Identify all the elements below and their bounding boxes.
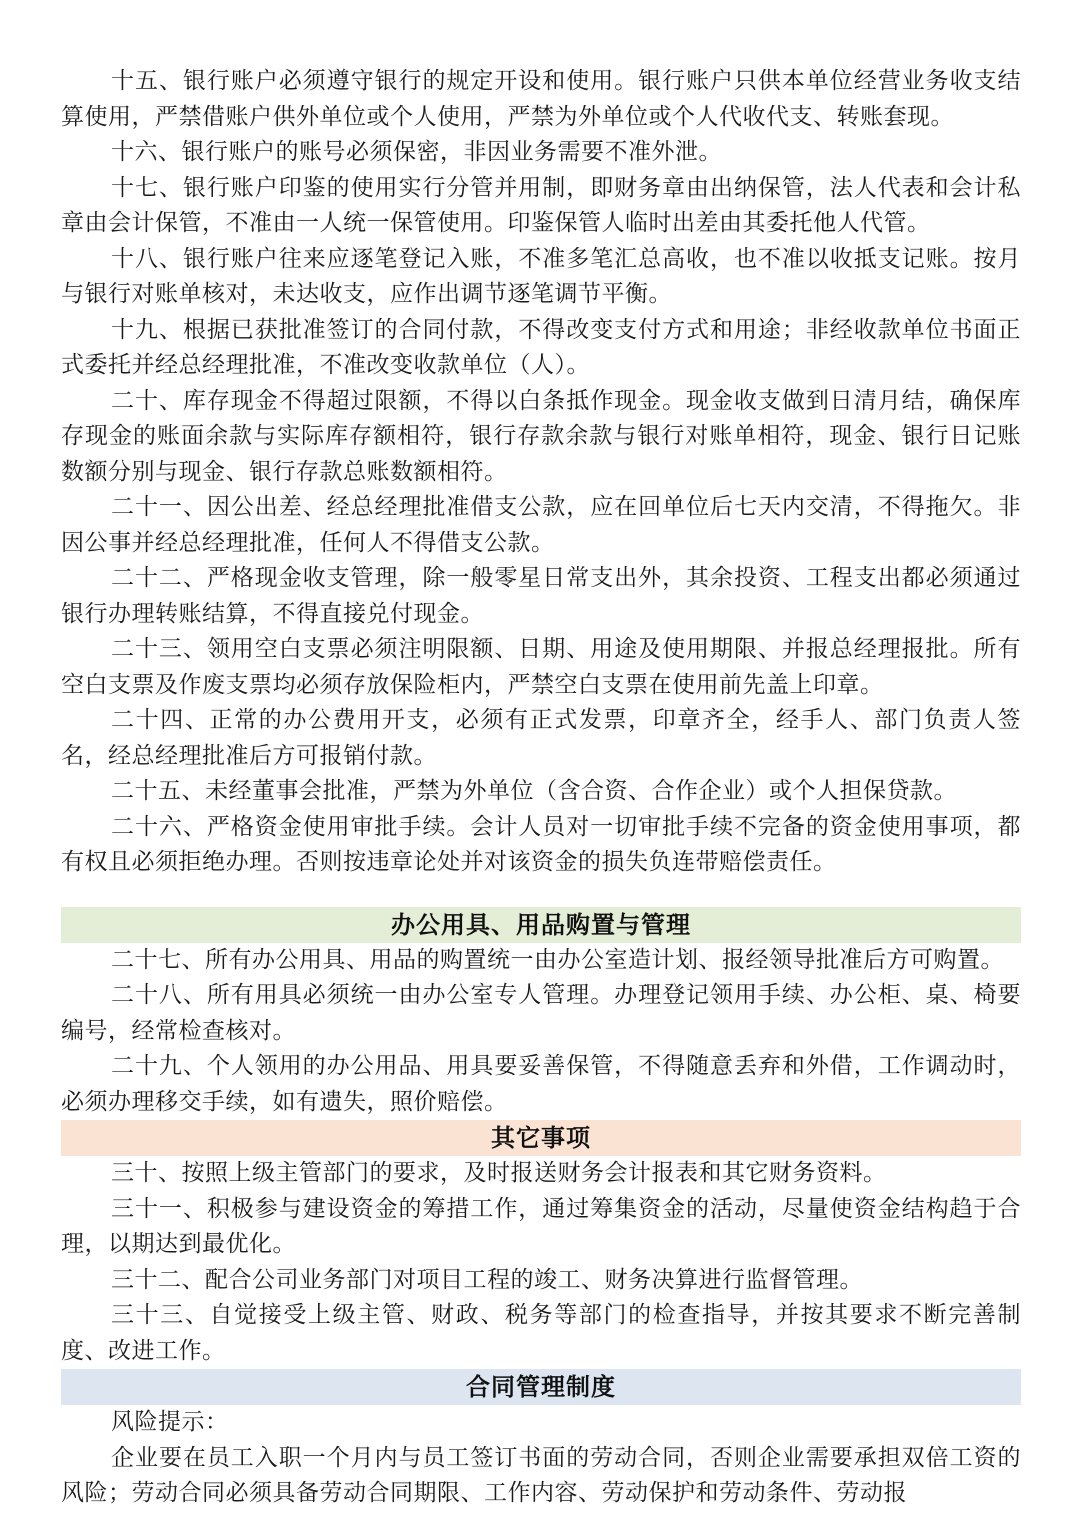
clause-30: 三十、按照上级主管部门的要求，及时报送财务会计报表和其它财务资料。 [111, 1160, 887, 1186]
financial-rules-block [61, 64, 1021, 881]
contract-management-block [61, 1405, 1021, 1512]
clause-25: 二十五、未经董事会批准，严禁为外单位（含合资、合作企业）或个人担保贷款。 [111, 778, 957, 804]
clause-23: 二十三、领用空白支票必须注明限额、日期、用途及使用期限、并报总经理报批。所有空白支票及作废支票均必须存放保险柜内，严禁空白支票在使用前先盖上印章。 [61, 636, 1021, 698]
other-matters-block [61, 1156, 1021, 1369]
document-page [61, 64, 1021, 1512]
clause-27: 二十七、所有办公用具、用品的购置统一由办公室造计划、报经领导批准后方可购置。 [111, 946, 1004, 973]
clause-26: 二十六、严格资金使用审批手续。会计人员对一切审批手续不完备的资金使用事项，都有权且必须拒绝办理。否则按违章论处并对该资金的损失负连带赔偿责任。 [61, 813, 1021, 875]
clause-15: 十五、银行账户必须遵守银行的规定开设和使用。银行账户只供本单位经营业务收支结算使用，严禁借账户供外单位或个人使用，严禁为外单位或个人代收代支、转账套现。 [61, 68, 1021, 130]
clause-31: 三十一、积极参与建设资金的筹措工作，通过筹集资金的活动，尽量使资金结构趋于合理，以期达到最优化。 [61, 1195, 1021, 1257]
clause-17: 十七、银行账户印鉴的使用实行分管并用制，即财务章由出纳保管，法人代表和会计私章由会计保管，不准由一人统一保管使用。印鉴保管人临时出差由其委托他人代管。 [61, 174, 1021, 236]
risk-notice-text: 企业要在员工入职一个月内与员工签订书面的劳动合同，否则企业需要承担双倍工资的风险；劳动合同必须具备劳动合同期限、工作内容、劳动保护和劳动条件、劳动报 [61, 1444, 1021, 1506]
clause-32: 三十二、配合公司业务部门对项目工程的竣工、财务决算进行监督管理。 [111, 1266, 863, 1293]
risk-notice-label: 风险提示： [111, 1409, 229, 1435]
clause-24: 二十四、正常的办公费用开支，必须有正式发票，印章齐全，经手人、部门负责人签名，经总经理批准后方可报销付款。 [61, 707, 1021, 769]
clause-19: 十九、根据已获批准签订的合同付款，不得改变支付方式和用途；非经收款单位书面正式委托并经总经理批准，不准改变收款单位（人）。 [61, 316, 1021, 378]
clause-33: 三十三、自觉接受上级主管、财政、税务等部门的检查指导，并按其要求不断完善制度、改进工作。 [61, 1302, 1021, 1364]
clause-20: 二十、库存现金不得超过限额，不得以白条抵作现金。现金收支做到日清月结，确保库存现金的账面余款与实际库存额相符，银行存款余款与银行对账单相符，现金、银行日记账数额分别与现金、银行存款总账数额相符。 [61, 387, 1021, 485]
office-supplies-block [61, 943, 1021, 1121]
clause-22: 二十二、严格现金收支管理，除一般零星日常支出外，其余投资、工程支出都必须通过银行办理转账结算，不得直接兑付现金。 [61, 565, 1021, 627]
section-heading-office-supplies: 办公用具、用品购置与管理 [61, 907, 1021, 943]
section-heading-other-matters: 其它事项 [61, 1120, 1021, 1156]
clause-16: 十六、银行账户的账号必须保密，非因业务需要不准外泄。 [111, 139, 722, 165]
clause-21: 二十一、因公出差、经总经理批准借支公款，应在回单位后七天内交清，不得拖欠。非因公事并经总经理批准，任何人不得借支公款。 [61, 494, 1021, 556]
section-spacer [61, 881, 1021, 907]
clause-29: 二十九、个人领用的办公用品、用具要妥善保管，不得随意丢弃和外借，工作调动时，必须办理移交手续，如有遗失，照价赔偿。 [61, 1053, 1021, 1115]
clause-18: 十八、银行账户往来应逐笔登记入账，不准多笔汇总高收，也不准以收抵支记账。按月与银行对账单核对，未达收支，应作出调节逐笔调节平衡。 [61, 245, 1021, 307]
section-heading-contract-management: 合同管理制度 [61, 1369, 1021, 1405]
clause-28: 二十八、所有用具必须统一由办公室专人管理。办理登记领用手续、办公柜、桌、椅要编号，经常检查核对。 [61, 982, 1021, 1044]
